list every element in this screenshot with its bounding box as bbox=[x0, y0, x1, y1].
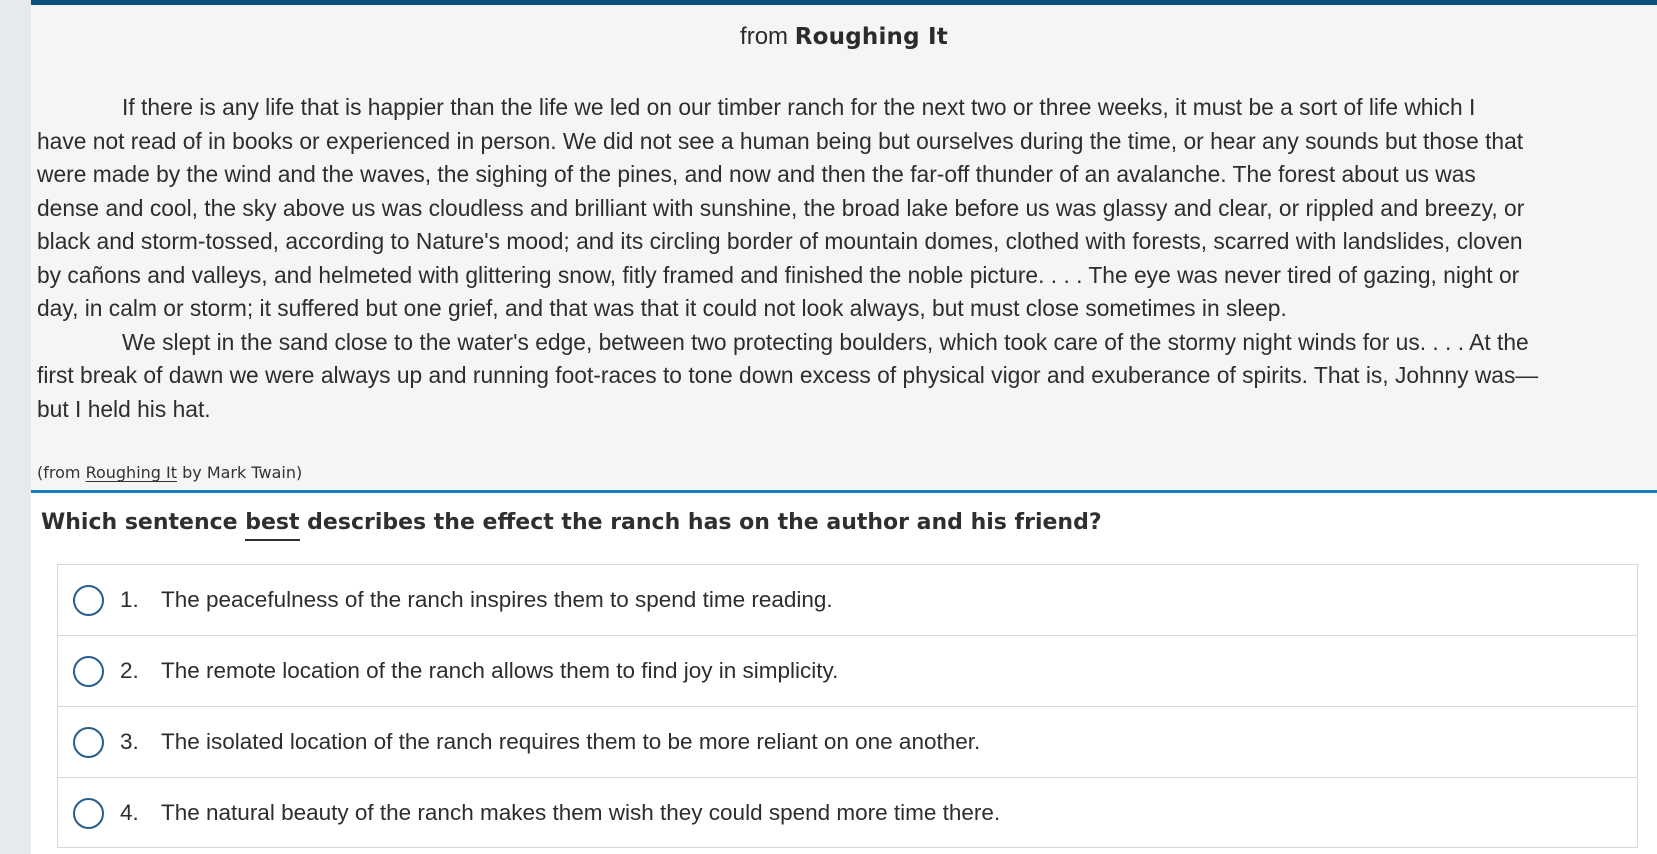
question-emphasis: best bbox=[245, 510, 299, 541]
citation-prefix: (from bbox=[37, 463, 86, 482]
passage-line: were made by the wind and the waves, the sighing of the pines, and now and then the far-off thunder of an avalanche. The forest about us was bbox=[37, 161, 1476, 187]
option-text: The isolated location of the ranch requires them to be more reliant on one another. bbox=[161, 729, 981, 754]
assessment-page bbox=[31, 0, 1657, 854]
answer-options bbox=[57, 564, 1638, 848]
passage-title-bold: Roughing It bbox=[794, 24, 948, 50]
option-number: 3. bbox=[120, 729, 139, 754]
passage-line: If there is any life that is happier than the life we led on our timber ranch for the next two or three weeks, it must be a sort of life which I bbox=[122, 94, 1476, 120]
passage-line: day, in calm or storm; it suffered but one grief, and that was that it could not look always, but must close sometimes in sleep. bbox=[37, 295, 1287, 321]
citation-suffix: by Mark Twain) bbox=[177, 463, 303, 482]
option-number: 2. bbox=[120, 658, 139, 683]
radio-button-icon[interactable] bbox=[73, 656, 104, 687]
passage-line: We slept in the sand close to the water's edge, between two protecting boulders, which took care of the stormy night winds for us. . . . At the bbox=[122, 328, 1529, 355]
left-gutter bbox=[0, 0, 30, 854]
passage-line: black and storm-tossed, according to Nature's mood; and its circling border of mountain domes, clothed with forests, scarred with landslides, cloven bbox=[37, 228, 1523, 254]
option-text: The natural beauty of the ranch makes them wish they could spend more time there. bbox=[161, 800, 1001, 825]
passage-title-prefix: from bbox=[740, 23, 795, 50]
radio-button-icon[interactable] bbox=[73, 585, 104, 616]
option-number: 1. bbox=[120, 587, 139, 612]
reading-passage bbox=[31, 0, 1657, 492]
passage-citation bbox=[37, 463, 302, 482]
passage-line: dense and cool, the sky above us was cloudless and brilliant with sunshine, the broad lake before us was glassy and clear, or rippled and breezy, or bbox=[37, 194, 1525, 221]
question-stem bbox=[41, 510, 1102, 541]
answer-option-2[interactable] bbox=[57, 635, 1638, 706]
passage-body bbox=[37, 91, 1657, 426]
answer-option-1[interactable] bbox=[57, 564, 1638, 635]
passage-line: have not read of in books or experienced in person. We did not see a human being but ourselves during the time, or hear any sounds but those that bbox=[37, 127, 1524, 154]
option-text: The remote location of the ranch allows them to find joy in simplicity. bbox=[161, 658, 839, 683]
passage-line: first break of dawn we were always up and running foot-races to tone down excess of physical vigor and exuberance of spirits. That is, Johnny was— bbox=[37, 362, 1539, 388]
passage-title bbox=[31, 23, 1657, 51]
radio-button-icon[interactable] bbox=[73, 727, 104, 758]
option-number: 4. bbox=[120, 800, 139, 825]
section-divider bbox=[31, 490, 1657, 493]
option-text: The peacefulness of the ranch inspires them to spend time reading. bbox=[161, 587, 833, 612]
question-text-after: describes the effect the ranch has on the author and his friend? bbox=[299, 510, 1102, 535]
answer-option-4[interactable] bbox=[57, 777, 1638, 848]
passage-line: by cañons and valleys, and helmeted with glittering snow, fitly framed and finished the noble picture. . . . The eye was never tired of gazing, night or bbox=[37, 261, 1520, 288]
citation-title: Roughing It bbox=[85, 463, 178, 482]
passage-line: but I held his hat. bbox=[37, 395, 211, 422]
radio-button-icon[interactable] bbox=[73, 798, 104, 829]
question-text-before: Which sentence bbox=[41, 510, 246, 535]
answer-option-3[interactable] bbox=[57, 706, 1638, 777]
